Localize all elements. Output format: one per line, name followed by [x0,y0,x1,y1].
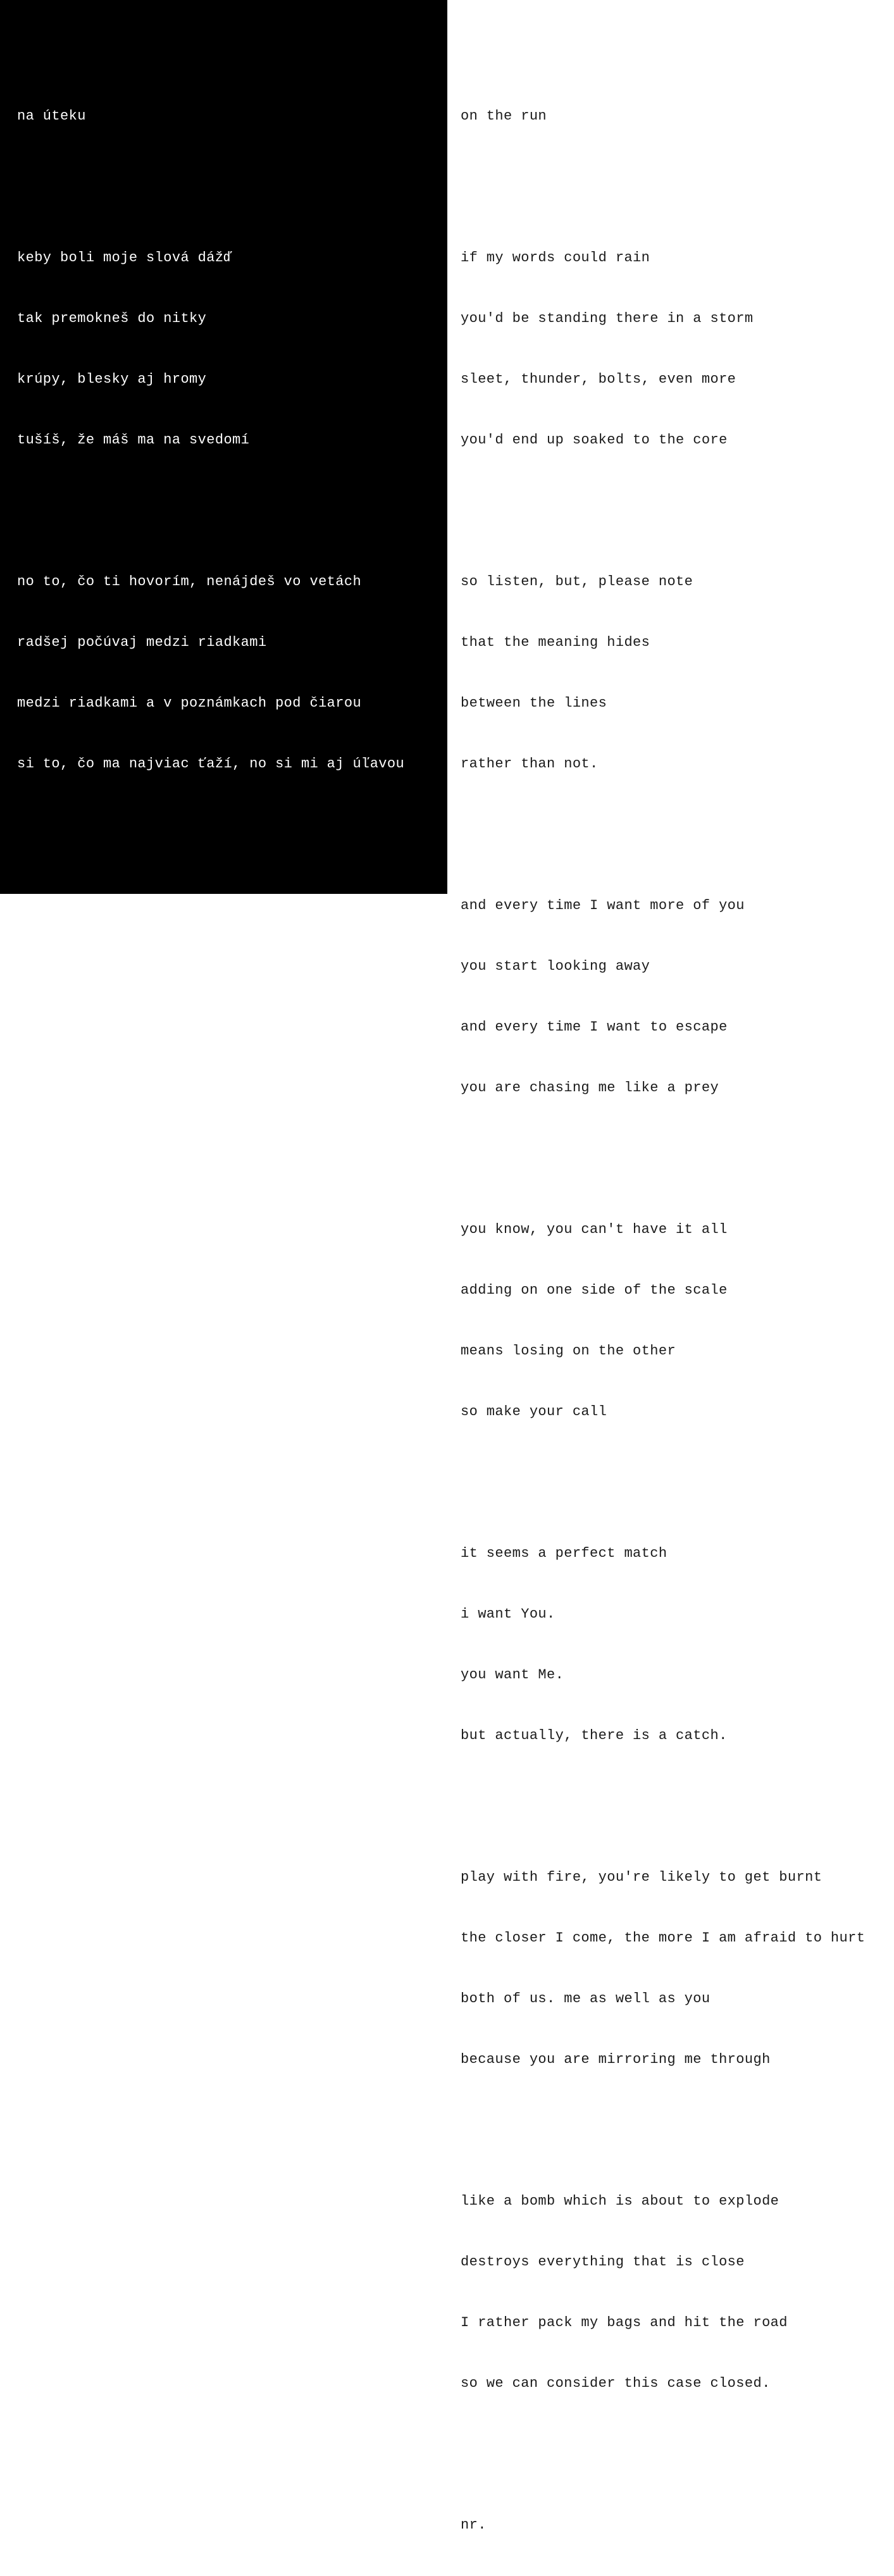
poem-line: a tým, že ublížim aj sebe [17,1991,233,2007]
english-poem-panel [447,0,894,2533]
poem-line: you want Me. [461,1667,564,1683]
poem-line: uhýbaš mi pohľadom [17,958,172,974]
poem-line: lebo jednoduchosť je komplikovaná. [17,1728,310,1743]
poem-signature: nr. [461,2517,487,2533]
slovak-poem-panel [0,0,447,2533]
poem-line: so we can consider this case closed. [461,2375,771,2391]
poem-line: no to, čo ti hovorím, nenájdeš vo vetách [17,574,362,590]
poem-line: play with fire, you're likely to get burnt [461,1869,823,1885]
poem-line: ako rozbuška keď sa odpáli, [17,2193,250,2209]
poem-line: adding on one side of the scale [461,1282,728,1298]
poem-line: that the meaning hides [461,635,650,650]
poem-line: tak si vyber, čo z toho chceš [17,1404,267,1420]
poem-line: rather than not. [461,756,599,772]
poem-line: i want You. [461,1606,556,1622]
poem-line: between the lines [461,695,607,711]
poem-line: tušíš, že máš ma na svedomí [17,432,250,448]
poem-line: si to, čo ma najviac ťaží, no si mi aj úľavou [17,756,405,772]
poem-line: ja chcem Teba. Ty chceš Mňa. [17,1606,258,1622]
poem-line: you'd be standing there in a storm [461,311,754,326]
poem-signature: nr. [17,2517,43,2533]
poem-line: čím viacej sa k tebe priblížim, [17,1869,284,1885]
poem-line: you'd end up soaked to the core [461,432,728,448]
poem-line: so listen, but, please note [461,574,693,590]
poem-title: na úteku [17,108,86,124]
poem-line: it seems a perfect match [461,1545,667,1561]
poem-line: the closer I come, the more I am afraid to hurt [461,1930,866,1946]
poem-line: na jednej strane pridáš [17,1282,215,1298]
english-poem [461,66,865,2576]
poem-line: destroys everything that is close [461,2254,745,2270]
poem-line: like a bomb which is about to explode [461,2193,779,2209]
poem-line: a vždy, keď chcem viac, [17,898,215,913]
poem-line: if my words could rain [461,250,650,266]
poem-line: vieš, že všetko mať nemôžeš [17,1222,250,1237]
poem-line: a tak sa radšej pobalím [17,2315,215,2331]
poem-line: both of us. me as well as you [461,1991,711,2007]
poem-line: je to jednoduché. [17,1545,164,1561]
poem-line: you know, you can't have it all [461,1222,728,1237]
poem-line: medzi riadkami a v poznámkach pod čiarou [17,695,362,711]
poem-line: so make your call [461,1404,607,1420]
poem-line: a keď potrebujem zmiznúť, [17,1019,233,1035]
slovak-poem [17,66,404,2576]
poem-title: on the run [461,108,547,124]
poem-line: because you are mirroring me through [461,2052,771,2067]
poem-line: sleet, thunder, bolts, even more [461,371,736,387]
poem-line: a predsa je v tom háčik. [17,1667,224,1683]
poem-line: radšej počúvaj medzi riadkami [17,635,267,650]
poem-line: tým väčší strach mám, že ti ublížim. [17,1930,327,1946]
poem-line: čo je jej blízke vezme so sebou [17,2254,284,2270]
poem-line: and every time I want more of you [461,898,745,913]
poem-line: tak premokneš do nitky [17,311,207,326]
poem-line: no na druhej ubudne [17,1343,181,1359]
poem-line: I rather pack my bags and hit the road [461,2315,788,2331]
poem-line: a utekám pred tebou. [17,2375,190,2391]
poem-line: and every time I want to escape [461,1019,728,1035]
poem-line: keby boli moje slová dážď [17,250,233,266]
poem-line: but actually, there is a catch. [461,1728,728,1743]
poem-line: you are chasing me like a prey [461,1080,719,1096]
poem-line: máš ma pod dohľadom [17,1080,181,1096]
poem-line: krúpy, blesky aj hromy [17,371,207,387]
poem-line: means losing on the other [461,1343,676,1359]
poem-line: you start looking away [461,958,650,974]
poem-line: lebo všetko, čo mám, zrkadlím v tebe. [17,2052,336,2067]
